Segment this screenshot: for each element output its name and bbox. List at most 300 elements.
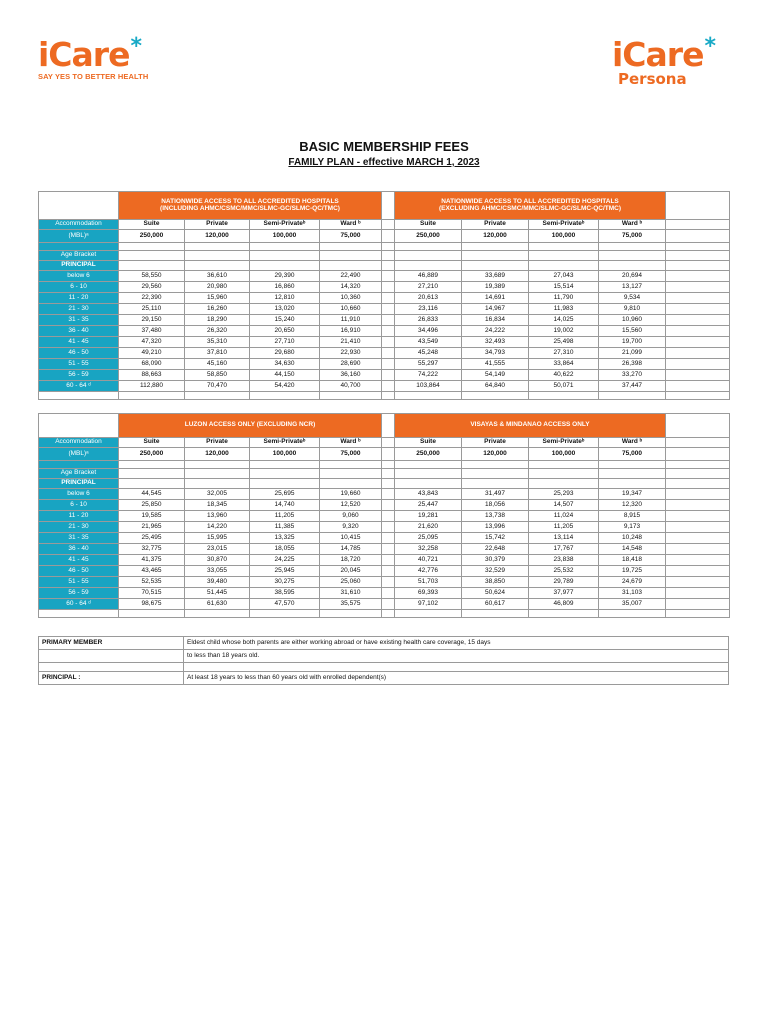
page-title: BASIC MEMBERSHIP FEES (299, 139, 469, 154)
fee-value: 22,930 (320, 348, 382, 359)
empty-cell (395, 461, 462, 469)
age-row-label: 36 - 40 (39, 544, 119, 555)
mbl-value: 100,000 (529, 448, 599, 461)
empty-cell (320, 261, 382, 271)
spacer-cell (382, 577, 395, 588)
fee-value: 25,060 (320, 577, 382, 588)
fee-value: 70,515 (119, 588, 185, 599)
fee-value: 19,585 (119, 511, 185, 522)
spacer-cell (382, 500, 395, 511)
spacer-cell (382, 566, 395, 577)
fee-value: 14,320 (320, 282, 382, 293)
empty-cell (529, 392, 599, 400)
fee-value: 98,675 (119, 599, 185, 610)
fee-value: 15,514 (529, 282, 599, 293)
table-row (39, 282, 730, 293)
section-header-left: NATIONWIDE ACCESS TO ALL ACCREDITED HOSPITALS (INCLUDING AHMC/CSMC/MMC/SLMC-GC/SLMC-QC/TMC) (119, 192, 382, 220)
fee-value: 13,020 (250, 304, 320, 315)
empty-cell (462, 461, 529, 469)
teal-spacer (39, 243, 119, 251)
fee-value: 11,385 (250, 522, 320, 533)
spacer-cell (382, 293, 395, 304)
fee-value: 51,445 (185, 588, 250, 599)
asterisk-icon: * (130, 34, 141, 59)
fee-value: 18,720 (320, 555, 382, 566)
fee-value: 23,116 (395, 304, 462, 315)
empty-cell (119, 392, 185, 400)
spacer-cell (382, 220, 395, 230)
empty-cell (666, 192, 730, 220)
empty-cell (666, 479, 730, 489)
fee-value: 37,447 (599, 381, 666, 392)
table-row (39, 381, 730, 392)
empty-cell (462, 469, 529, 479)
fee-value: 27,710 (250, 337, 320, 348)
fee-value: 25,498 (529, 337, 599, 348)
logo-wordmark: iCare (612, 35, 704, 74)
age-row-label: 11 - 20 (39, 511, 119, 522)
spacer-cell (382, 599, 395, 610)
fee-value: 36,610 (185, 271, 250, 282)
fee-value: 32,775 (119, 544, 185, 555)
room-type-header: Ward ᵇ (320, 220, 382, 230)
spacer-cell (382, 555, 395, 566)
empty-cell (119, 479, 185, 489)
fee-value: 10,660 (320, 304, 382, 315)
room-type-header: Private (462, 438, 529, 448)
fee-value: 21,620 (395, 522, 462, 533)
fee-value: 47,320 (119, 337, 185, 348)
fee-value: 24,222 (462, 326, 529, 337)
age-row-label: below 6 (39, 489, 119, 500)
empty-cell (320, 610, 382, 618)
fee-value: 37,810 (185, 348, 250, 359)
empty-cell (666, 337, 730, 348)
age-row-label: 6 - 10 (39, 500, 119, 511)
empty-cell (382, 479, 395, 489)
fee-value: 54,420 (250, 381, 320, 392)
table-row (39, 489, 730, 500)
spacer-cell (382, 359, 395, 370)
fee-value: 26,320 (185, 326, 250, 337)
fee-value: 31,610 (320, 588, 382, 599)
fee-value: 19,700 (599, 337, 666, 348)
fee-value: 35,007 (599, 599, 666, 610)
fee-value: 32,005 (185, 489, 250, 500)
fee-value: 30,275 (250, 577, 320, 588)
fee-value: 12,320 (599, 500, 666, 511)
room-type-header: Ward ᵇ (599, 220, 666, 230)
mbl-value: 75,000 (599, 230, 666, 243)
fee-value: 16,834 (462, 315, 529, 326)
fee-value: 54,149 (462, 370, 529, 381)
fee-value: 10,960 (599, 315, 666, 326)
fee-value: 24,679 (599, 577, 666, 588)
spacer-cell (382, 348, 395, 359)
fee-value: 10,415 (320, 533, 382, 544)
fee-value: 34,496 (395, 326, 462, 337)
fee-value: 21,099 (599, 348, 666, 359)
spacer-cell (382, 489, 395, 500)
fee-value: 46,889 (395, 271, 462, 282)
mbl-value: 250,000 (119, 230, 185, 243)
fee-value: 64,840 (462, 381, 529, 392)
empty-cell (666, 282, 730, 293)
age-row-label: 60 - 64 ᵈ (39, 599, 119, 610)
empty-cell (395, 243, 462, 251)
fee-value: 37,977 (529, 588, 599, 599)
empty-cell (395, 469, 462, 479)
empty-cell (599, 243, 666, 251)
age-row-label: 56 - 59 (39, 370, 119, 381)
fee-value: 46,809 (529, 599, 599, 610)
fee-value: 19,725 (599, 566, 666, 577)
primary-member-label: PRIMARY MEMBER (39, 637, 184, 650)
empty-cell (185, 392, 250, 400)
room-type-header: Semi-Privateᵇ (250, 220, 320, 230)
mbl-value: 250,000 (395, 230, 462, 243)
room-type-header: Ward ᵇ (320, 438, 382, 448)
spacer-cell (382, 522, 395, 533)
fee-value: 37,480 (119, 326, 185, 337)
table-row (39, 555, 730, 566)
fee-value: 30,379 (462, 555, 529, 566)
primary-member-text: Eldest child whose both parents are either working abroad or have existing health care coverage, 15 days (184, 637, 729, 650)
spacer-cell (382, 230, 395, 243)
fee-value: 9,534 (599, 293, 666, 304)
empty-cell (529, 610, 599, 618)
empty-cell (666, 370, 730, 381)
fee-value: 38,595 (250, 588, 320, 599)
empty-cell (599, 392, 666, 400)
fee-value: 20,694 (599, 271, 666, 282)
empty-cell (666, 461, 730, 469)
fee-value: 32,258 (395, 544, 462, 555)
room-type-header: Private (185, 438, 250, 448)
empty-cell (39, 610, 119, 618)
empty-cell (382, 469, 395, 479)
empty-cell (119, 610, 185, 618)
asterisk-icon: * (704, 34, 715, 59)
table-row (39, 588, 730, 599)
spacer-cell (382, 588, 395, 599)
fee-value: 16,260 (185, 304, 250, 315)
fee-value: 14,025 (529, 315, 599, 326)
fee-value: 25,850 (119, 500, 185, 511)
empty-cell (250, 392, 320, 400)
room-type-header: Private (462, 220, 529, 230)
fee-value: 43,549 (395, 337, 462, 348)
fee-value: 14,967 (462, 304, 529, 315)
spacer-cell (382, 544, 395, 555)
room-type-header: Suite (119, 438, 185, 448)
fee-value: 33,689 (462, 271, 529, 282)
empty-cell (666, 271, 730, 282)
fee-value: 25,447 (395, 500, 462, 511)
mbl-label: (MBL)ᵃ (39, 230, 119, 243)
table-row (39, 315, 730, 326)
age-row-label: 31 - 35 (39, 533, 119, 544)
fee-value: 26,833 (395, 315, 462, 326)
empty-cell (39, 414, 119, 438)
empty-cell (250, 243, 320, 251)
fee-value: 25,695 (250, 489, 320, 500)
fee-value: 41,375 (119, 555, 185, 566)
spacer-cell (382, 438, 395, 448)
fee-value: 16,860 (250, 282, 320, 293)
fee-value: 52,535 (119, 577, 185, 588)
primary-member-text-cont: to less than 18 years old. (184, 650, 729, 663)
table-row (39, 304, 730, 315)
fee-value: 13,960 (185, 511, 250, 522)
fee-value: 21,410 (320, 337, 382, 348)
fee-value: 15,960 (185, 293, 250, 304)
age-bracket-label: Age Bracket (39, 251, 119, 261)
fee-value: 33,270 (599, 370, 666, 381)
fee-value: 18,056 (462, 500, 529, 511)
fee-value: 9,810 (599, 304, 666, 315)
fee-value: 30,870 (185, 555, 250, 566)
fee-value: 34,630 (250, 359, 320, 370)
empty-cell (599, 479, 666, 489)
fee-table-1 (38, 191, 730, 400)
fee-value: 33,055 (185, 566, 250, 577)
empty-cell (250, 610, 320, 618)
fee-value: 32,529 (462, 566, 529, 577)
age-row-label: 41 - 45 (39, 555, 119, 566)
empty-cell (382, 610, 395, 618)
empty-cell (666, 220, 730, 230)
fee-value: 31,103 (599, 588, 666, 599)
empty-cell (185, 261, 250, 271)
fee-value: 32,493 (462, 337, 529, 348)
fee-value: 70,470 (185, 381, 250, 392)
empty-cell (395, 479, 462, 489)
fee-value: 14,785 (320, 544, 382, 555)
empty-cell (666, 511, 730, 522)
age-row-label: 41 - 45 (39, 337, 119, 348)
fee-value: 12,810 (250, 293, 320, 304)
empty-cell (185, 461, 250, 469)
fee-value: 50,071 (529, 381, 599, 392)
fee-value: 13,127 (599, 282, 666, 293)
room-type-header: Suite (395, 438, 462, 448)
fee-value: 15,995 (185, 533, 250, 544)
empty-cell (666, 293, 730, 304)
spacer-cell (382, 282, 395, 293)
fee-value: 9,320 (320, 522, 382, 533)
fee-value: 31,497 (462, 489, 529, 500)
empty-cell (462, 392, 529, 400)
fee-value: 68,090 (119, 359, 185, 370)
table-row (39, 370, 730, 381)
empty-cell (185, 479, 250, 489)
fee-value: 25,495 (119, 533, 185, 544)
empty-cell (666, 533, 730, 544)
empty-cell (250, 251, 320, 261)
empty-cell (395, 610, 462, 618)
mbl-value: 100,000 (250, 230, 320, 243)
fee-value: 35,575 (320, 599, 382, 610)
empty-cell (666, 438, 730, 448)
empty-cell (666, 392, 730, 400)
fee-value: 40,700 (320, 381, 382, 392)
empty-cell (320, 243, 382, 251)
empty-cell (666, 414, 730, 438)
mbl-value: 75,000 (599, 448, 666, 461)
fee-value: 15,742 (462, 533, 529, 544)
empty-cell (250, 461, 320, 469)
empty-cell (666, 566, 730, 577)
empty-cell (462, 261, 529, 271)
fee-value: 24,225 (250, 555, 320, 566)
empty-cell (599, 461, 666, 469)
empty-cell (119, 261, 185, 271)
logo-wordmark: iCare (38, 35, 130, 74)
spacer-cell (382, 448, 395, 461)
empty-cell (119, 243, 185, 251)
fee-value: 27,043 (529, 271, 599, 282)
fee-value: 22,390 (119, 293, 185, 304)
icare-logo (38, 34, 149, 81)
age-row-label: 46 - 50 (39, 348, 119, 359)
fee-value: 112,880 (119, 381, 185, 392)
empty-cell (250, 261, 320, 271)
empty-cell (666, 610, 730, 618)
empty-cell (462, 251, 529, 261)
fee-value: 23,838 (529, 555, 599, 566)
spacer-cell (382, 381, 395, 392)
fee-value: 14,691 (462, 293, 529, 304)
empty-cell (185, 610, 250, 618)
fee-value: 14,220 (185, 522, 250, 533)
age-row-label: 36 - 40 (39, 326, 119, 337)
empty-cell (462, 479, 529, 489)
section-header-right: VISAYAS & MINDANAO ACCESS ONLY (395, 414, 666, 438)
empty-cell (320, 479, 382, 489)
spacer-cell (382, 370, 395, 381)
spacer-cell (382, 337, 395, 348)
table-row (39, 359, 730, 370)
room-type-header: Ward ᵇ (599, 438, 666, 448)
fee-value: 13,325 (250, 533, 320, 544)
empty-cell (119, 461, 185, 469)
table-row (39, 271, 730, 282)
principal-label: PRINCIPAL (39, 261, 119, 271)
empty-cell (666, 500, 730, 511)
fee-value: 44,150 (250, 370, 320, 381)
fee-value: 18,055 (250, 544, 320, 555)
age-row-label: 21 - 30 (39, 522, 119, 533)
fee-value: 45,248 (395, 348, 462, 359)
empty-cell (382, 461, 395, 469)
empty-cell (666, 381, 730, 392)
age-row-label: 21 - 30 (39, 304, 119, 315)
empty-cell (250, 479, 320, 489)
fee-value: 22,648 (462, 544, 529, 555)
mbl-value: 120,000 (185, 230, 250, 243)
fee-value: 9,060 (320, 511, 382, 522)
empty-cell (320, 469, 382, 479)
empty-cell (666, 469, 730, 479)
fee-value: 11,790 (529, 293, 599, 304)
mbl-value: 75,000 (320, 230, 382, 243)
section-header-left: LUZON ACCESS ONLY (EXCLUDING NCR) (119, 414, 382, 438)
fee-value: 38,850 (462, 577, 529, 588)
fee-value: 19,389 (462, 282, 529, 293)
empty-cell (39, 392, 119, 400)
table-row (39, 566, 730, 577)
fee-value: 55,297 (395, 359, 462, 370)
table-row (39, 500, 730, 511)
mbl-value: 100,000 (529, 230, 599, 243)
mbl-value: 250,000 (395, 448, 462, 461)
empty-cell (39, 192, 119, 220)
fee-value: 11,205 (250, 511, 320, 522)
age-row-label: 60 - 64 ᵈ (39, 381, 119, 392)
fee-value: 29,390 (250, 271, 320, 282)
empty-cell (599, 251, 666, 261)
fee-value: 20,980 (185, 282, 250, 293)
fee-value: 13,738 (462, 511, 529, 522)
spacer-cell (382, 315, 395, 326)
fee-value: 19,281 (395, 511, 462, 522)
empty-cell (320, 461, 382, 469)
fee-value: 14,548 (599, 544, 666, 555)
empty-cell (666, 599, 730, 610)
room-type-header: Semi-Privateᵇ (529, 220, 599, 230)
fee-value: 20,613 (395, 293, 462, 304)
age-row-label: 51 - 55 (39, 577, 119, 588)
age-row-label: 51 - 55 (39, 359, 119, 370)
fee-value: 58,850 (185, 370, 250, 381)
age-row-label: below 6 (39, 271, 119, 282)
empty-cell (666, 359, 730, 370)
fee-value: 103,864 (395, 381, 462, 392)
age-bracket-label: Age Bracket (39, 469, 119, 479)
fee-value: 27,310 (529, 348, 599, 359)
room-type-header: Suite (119, 220, 185, 230)
fee-value: 58,550 (119, 271, 185, 282)
fee-value: 28,690 (320, 359, 382, 370)
mbl-value: 250,000 (119, 448, 185, 461)
age-row-label: 11 - 20 (39, 293, 119, 304)
fee-value: 11,983 (529, 304, 599, 315)
accommodation-label: Accommodation (39, 438, 119, 448)
empty-cell (462, 610, 529, 618)
empty-cell (185, 251, 250, 261)
spacer-cell (382, 304, 395, 315)
logo-subtitle: Persona (618, 70, 687, 88)
empty-cell (529, 479, 599, 489)
spacer-cell (382, 326, 395, 337)
fee-value: 13,996 (462, 522, 529, 533)
fee-value: 69,393 (395, 588, 462, 599)
empty-cell (666, 326, 730, 337)
empty-cell (666, 315, 730, 326)
empty-cell (599, 469, 666, 479)
spacer-cell (382, 414, 395, 438)
empty-cell (666, 544, 730, 555)
room-type-header: Suite (395, 220, 462, 230)
empty-cell (666, 243, 730, 251)
age-row-label: 46 - 50 (39, 566, 119, 577)
age-row-label: 6 - 10 (39, 282, 119, 293)
spacer-cell (382, 511, 395, 522)
empty-cell (250, 469, 320, 479)
fee-value: 49,210 (119, 348, 185, 359)
room-type-header: Semi-Privateᵇ (529, 438, 599, 448)
